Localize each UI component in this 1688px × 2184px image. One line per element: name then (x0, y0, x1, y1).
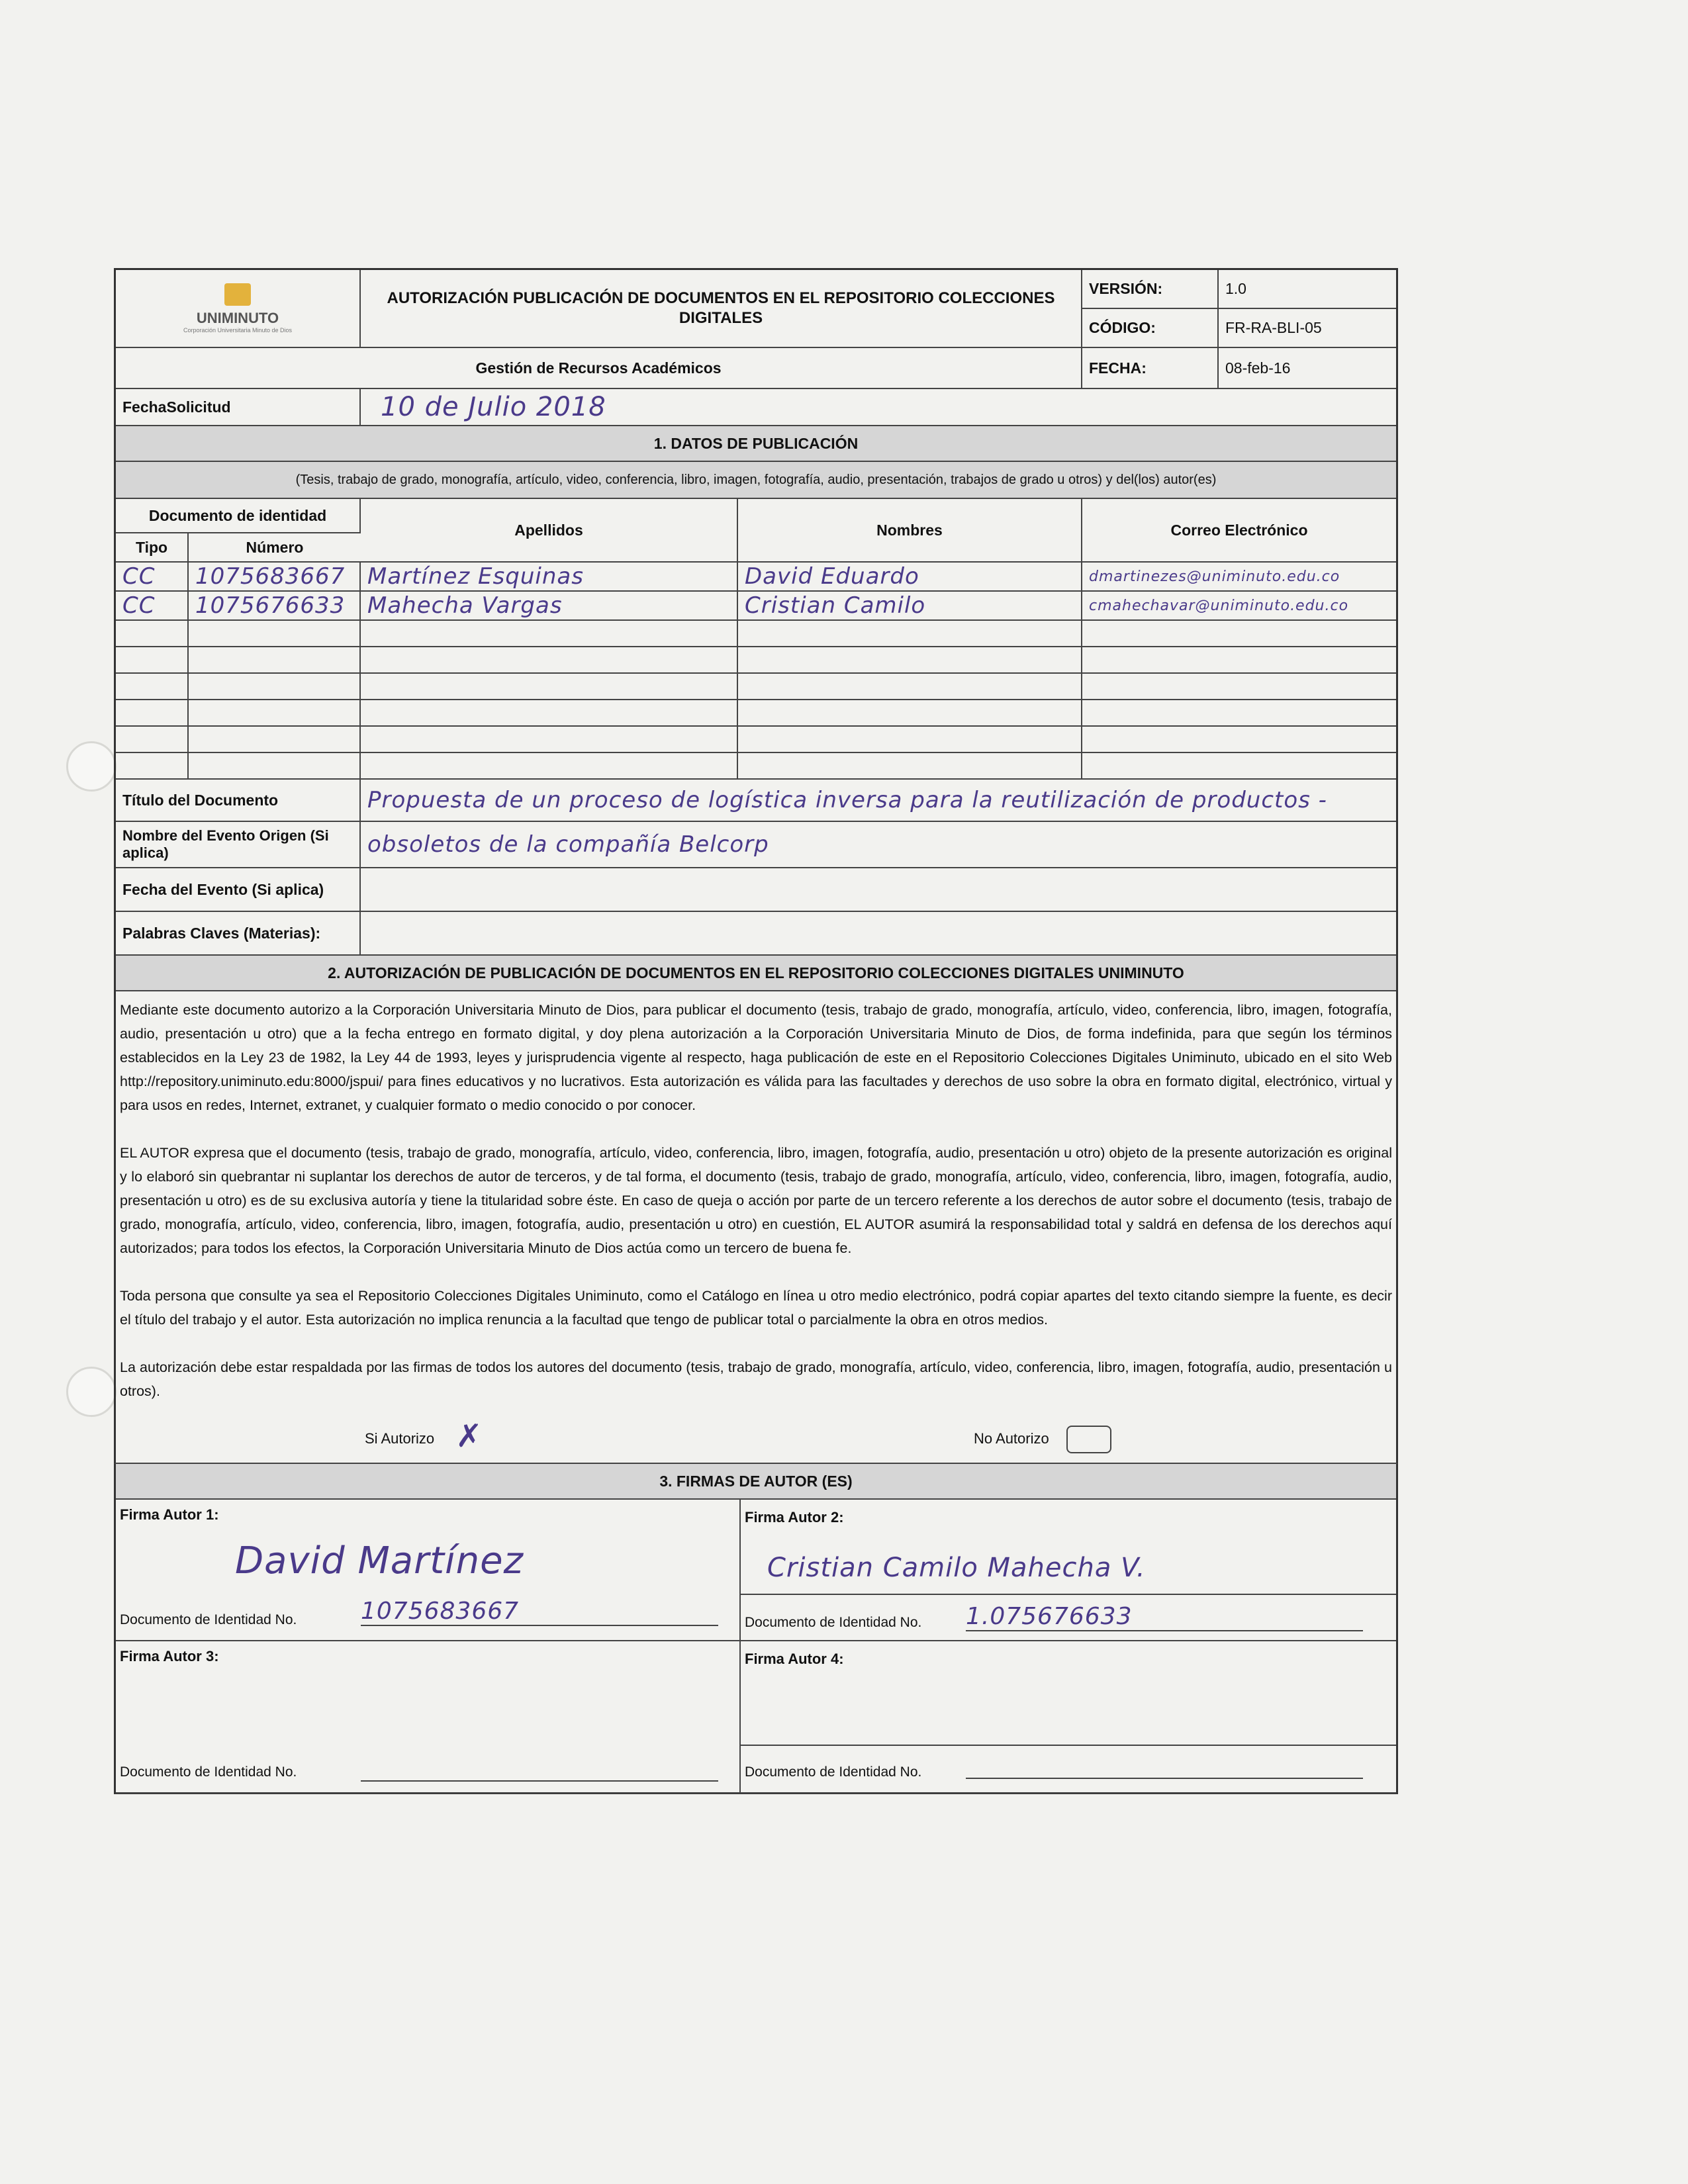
evento-label: Nombre del Evento Origen (Si aplica) (116, 822, 361, 868)
doc1-value[interactable]: 1075683667 (361, 1598, 718, 1626)
version-label: VERSIÓN: (1082, 270, 1219, 309)
form-title: AUTORIZACIÓN PUBLICACIÓN DE DOCUMENTOS EN EL REPOSITORIO COLECCIONES DIGITALES (361, 270, 1082, 348)
author-tipo[interactable] (116, 621, 189, 647)
firma2-signature[interactable]: Cristian Camilo Mahecha V. (767, 1553, 1146, 1583)
date-label: FECHA: (1082, 348, 1219, 389)
evento-row (114, 822, 1398, 868)
firma-autor-2 (741, 1500, 1396, 1641)
palabras-label: Palabras Claves (Materias): (116, 912, 361, 956)
si-autorizo-label: Si Autorizo (365, 1430, 435, 1447)
author-row-empty (114, 621, 1398, 647)
author-numero[interactable] (189, 621, 361, 647)
author-tipo[interactable]: CC (116, 592, 189, 621)
logo-icon (224, 283, 251, 306)
solicitud-label: FechaSolicitud (116, 389, 361, 426)
version-row (1082, 270, 1396, 309)
firma-autor-3 (116, 1641, 741, 1794)
author-tipo[interactable] (116, 674, 189, 700)
author-tipo[interactable] (116, 647, 189, 674)
section2-paragraph: Mediante este documento autorizo a la Corporación Universitaria Minuto de Dios, para publicar el documento (tesis, trabajo de grado, monografía, artículo, video, conferencia, libro, imagen, fotografía, audio, presentación u otro) que a la fecha entrego en formato digital, y doy plena autorización a la Corporación Universitaria Minuto de Dios, de forma indefinida, para que según los términos establecidos en la Ley 23 de 1982, la Ley 44 de 1993, leyes y jurisprudencia vigente al respecto, haga publicación de este en el Repositorio Colecciones Digitales Uniminuto, ubicado en el sito Web http://repository.uniminuto.edu:8000/jspui/ para fines educativos y no lucrativos. Esta autorización es válida para las facultades y derechos de uso sobre la obra en formato digital, electrónico, virtual y para usos en redes, Internet, extranet, y cualquier formato o medio conocido o por conocer. (120, 1002, 1392, 1113)
author-correo[interactable] (1082, 674, 1396, 700)
author-tipo[interactable] (116, 700, 189, 727)
author-nombres[interactable] (738, 727, 1082, 753)
col-tipo-header: Tipo (116, 533, 189, 563)
date-value: 08-feb-16 (1219, 348, 1396, 389)
author-numero[interactable] (189, 727, 361, 753)
section2-title: 2. AUTORIZACIÓN DE PUBLICACIÓN DE DOCUMENTOS EN EL REPOSITORIO COLECCIONES DIGITALES UNIMINUTO (116, 956, 1396, 991)
author-numero[interactable] (189, 753, 361, 780)
authorization-form (114, 268, 1398, 1794)
doc2-value[interactable]: 1.075676633 (966, 1603, 1363, 1631)
doc1-label: Documento de Identidad No. (120, 1612, 297, 1627)
col-apellidos-header: Apellidos (361, 499, 738, 563)
author-apellidos[interactable] (361, 621, 738, 647)
titulo-value-line2[interactable]: obsoletos de la compañía Belcorp (361, 822, 1396, 868)
check-x-icon: ✗ (455, 1418, 483, 1455)
form-subtitle: Gestión de Recursos Académicos (116, 348, 1082, 389)
col-numero-header: Número (189, 533, 361, 563)
doc4-value[interactable] (966, 1771, 1363, 1779)
doc3-value[interactable] (361, 1774, 718, 1782)
author-apellidos[interactable] (361, 700, 738, 727)
author-nombres[interactable] (738, 621, 1082, 647)
col-doc-header: Documento de identidad (116, 499, 361, 533)
section2-paragraph: La autorización debe estar respaldada por las firmas de todos los autores del documento (tesis, trabajo de grado, monografía, artículo, video, conferencia, libro, imagen, fotografía, audio, presentación u otros). (120, 1359, 1392, 1399)
section3-header-row (114, 1464, 1398, 1500)
version-value: 1.0 (1219, 270, 1396, 309)
titulo-value-line1[interactable]: Propuesta de un proceso de logística inversa para la reutilización de productos - (361, 780, 1396, 822)
author-row-empty (114, 727, 1398, 753)
author-numero[interactable] (189, 700, 361, 727)
firma2-label: Firma Autor 2: (745, 1509, 844, 1525)
author-correo[interactable] (1082, 700, 1396, 727)
author-tipo[interactable]: CC (116, 563, 189, 592)
authorization-choice (120, 1416, 1392, 1463)
section2-paragraph: EL AUTOR expresa que el documento (tesis, trabajo de grado, monografía, artículo, video, conferencia, libro, imagen, fotografía, audio, presentación u otro) objeto de la presente autorización es original y lo elaboró sin quebrantar ni suplantar los derechos de autor de terceros, y de tal forma, el documento (tesis, trabajo de grado, monografía, artículo, video, conferencia, libro, imagen, fotografía, audio, presentación u otro) es de su exclusiva autoría y tiene la titularidad sobre éste. En caso de queja o acción por parte de un tercero referente a los derechos de autor sobre el documento (tesis, trabajo de grado, monografía, artículo, video, conferencia, libro, imagen, fotografía, audio, presentación u otro) en cuestión, EL AUTOR asumirá la responsabilidad total y saldrá en defensa de los derechos aquí autorizados; para todos los efectos, la Corporación Universitaria Minuto de Dios actúa como un tercero de buena fe. (120, 1145, 1392, 1256)
doc4-label: Documento de Identidad No. (745, 1764, 922, 1780)
signatures-row-2 (114, 1641, 1398, 1794)
author-nombres[interactable]: David Eduardo (738, 563, 1082, 592)
doc-header-block (116, 499, 361, 563)
col-correo-header: Correo Electrónico (1082, 499, 1396, 563)
author-row-empty (114, 647, 1398, 674)
firma1-signature[interactable]: David Martínez (235, 1539, 524, 1582)
author-correo[interactable] (1082, 753, 1396, 780)
signatures-row-1 (114, 1500, 1398, 1641)
firma-autor-4 (741, 1641, 1396, 1794)
section1-title: 1. DATOS DE PUBLICACIÓN (116, 426, 1396, 462)
fecha-evento-label: Fecha del Evento (Si aplica) (116, 868, 361, 912)
author-numero[interactable]: 1075676633 (189, 592, 361, 621)
author-nombres[interactable]: Cristian Camilo (738, 592, 1082, 621)
solicitud-value[interactable]: 10 de Julio 2018 (361, 389, 1396, 426)
fecha-evento-value[interactable] (361, 868, 1396, 912)
meta-block (1082, 270, 1396, 348)
section2-text (116, 991, 1396, 1463)
authors-table-header (114, 499, 1398, 563)
firma1-label: Firma Autor 1: (120, 1506, 219, 1523)
palabras-row (114, 912, 1398, 956)
section1-note-row (114, 462, 1398, 499)
author-apellidos[interactable] (361, 647, 738, 674)
si-autorizo-option[interactable] (365, 1418, 735, 1455)
author-apellidos[interactable] (361, 674, 738, 700)
si-autorizo-checkbox[interactable] (451, 1418, 494, 1455)
author-correo[interactable] (1082, 727, 1396, 753)
author-correo[interactable] (1082, 621, 1396, 647)
logo-subtext: Corporación Universitaria Minuto de Dios (183, 327, 293, 334)
section1-note: (Tesis, trabajo de grado, monografía, artículo, video, conferencia, libro, imagen, fotografía, audio, presentación, trabajos de grado u otros) y del(los) autor(es) (116, 462, 1396, 499)
author-correo[interactable]: dmartinezes@uniminuto.edu.co (1082, 563, 1396, 592)
col-nombres-header: Nombres (738, 499, 1082, 563)
signature-divider (741, 1745, 1396, 1746)
section2-header-row (114, 956, 1398, 991)
author-numero[interactable] (189, 674, 361, 700)
binder-hole-top (66, 741, 117, 792)
section1-header-row (114, 426, 1398, 462)
firma-autor-1 (116, 1500, 741, 1641)
firma3-label: Firma Autor 3: (120, 1648, 219, 1664)
author-numero[interactable]: 1075683667 (189, 563, 361, 592)
section2-paragraph: Toda persona que consulte ya sea el Repositorio Colecciones Digitales Uniminuto, como el Catálogo en línea u otro medio electrónico, podrá copiar apartes del texto citando siempre la fuente, es decir el título del trabajo y el autor. Esta autorización no implica renuncia a la facultad que tengo de publicar total o parcialmente la obra en otros medios. (120, 1288, 1392, 1328)
code-label: CÓDIGO: (1082, 309, 1219, 348)
titulo-row (114, 780, 1398, 822)
palabras-value[interactable] (361, 912, 1396, 956)
author-row-empty (114, 674, 1398, 700)
author-row-empty (114, 753, 1398, 780)
author-nombres[interactable] (738, 647, 1082, 674)
author-tipo[interactable] (116, 727, 189, 753)
binder-hole-bottom (66, 1367, 117, 1417)
author-row (114, 592, 1398, 621)
firma4-label: Firma Autor 4: (745, 1651, 844, 1667)
author-row (114, 563, 1398, 592)
logo-text: UNIMINUTO (196, 310, 279, 326)
author-apellidos[interactable] (361, 753, 738, 780)
author-apellidos[interactable]: Martínez Esquinas (361, 563, 738, 592)
author-nombres[interactable] (738, 753, 1082, 780)
fecha-evento-row (114, 868, 1398, 912)
author-correo[interactable] (1082, 647, 1396, 674)
author-tipo[interactable] (116, 753, 189, 780)
header-row (114, 268, 1398, 348)
no-autorizo-option[interactable] (974, 1426, 1111, 1453)
doc3-label: Documento de Identidad No. (120, 1764, 297, 1780)
solicitud-row (114, 389, 1398, 426)
author-apellidos[interactable] (361, 727, 738, 753)
no-autorizo-checkbox[interactable] (1066, 1426, 1111, 1453)
author-correo[interactable]: cmahechavar@uniminuto.edu.co (1082, 592, 1396, 621)
logo-cell (116, 270, 361, 348)
signature-divider (741, 1594, 1396, 1595)
code-row (1082, 309, 1396, 348)
doc2-label: Documento de Identidad No. (745, 1615, 922, 1630)
titulo-label: Título del Documento (116, 780, 361, 822)
section3-title: 3. FIRMAS DE AUTOR (ES) (116, 1464, 1396, 1500)
section2-body (114, 991, 1398, 1464)
author-numero[interactable] (189, 647, 361, 674)
code-value: FR-RA-BLI-05 (1219, 309, 1396, 348)
author-nombres[interactable] (738, 700, 1082, 727)
author-apellidos[interactable]: Mahecha Vargas (361, 592, 738, 621)
no-autorizo-label: No Autorizo (974, 1430, 1049, 1447)
subtitle-row (114, 348, 1398, 389)
author-row-empty (114, 700, 1398, 727)
author-nombres[interactable] (738, 674, 1082, 700)
